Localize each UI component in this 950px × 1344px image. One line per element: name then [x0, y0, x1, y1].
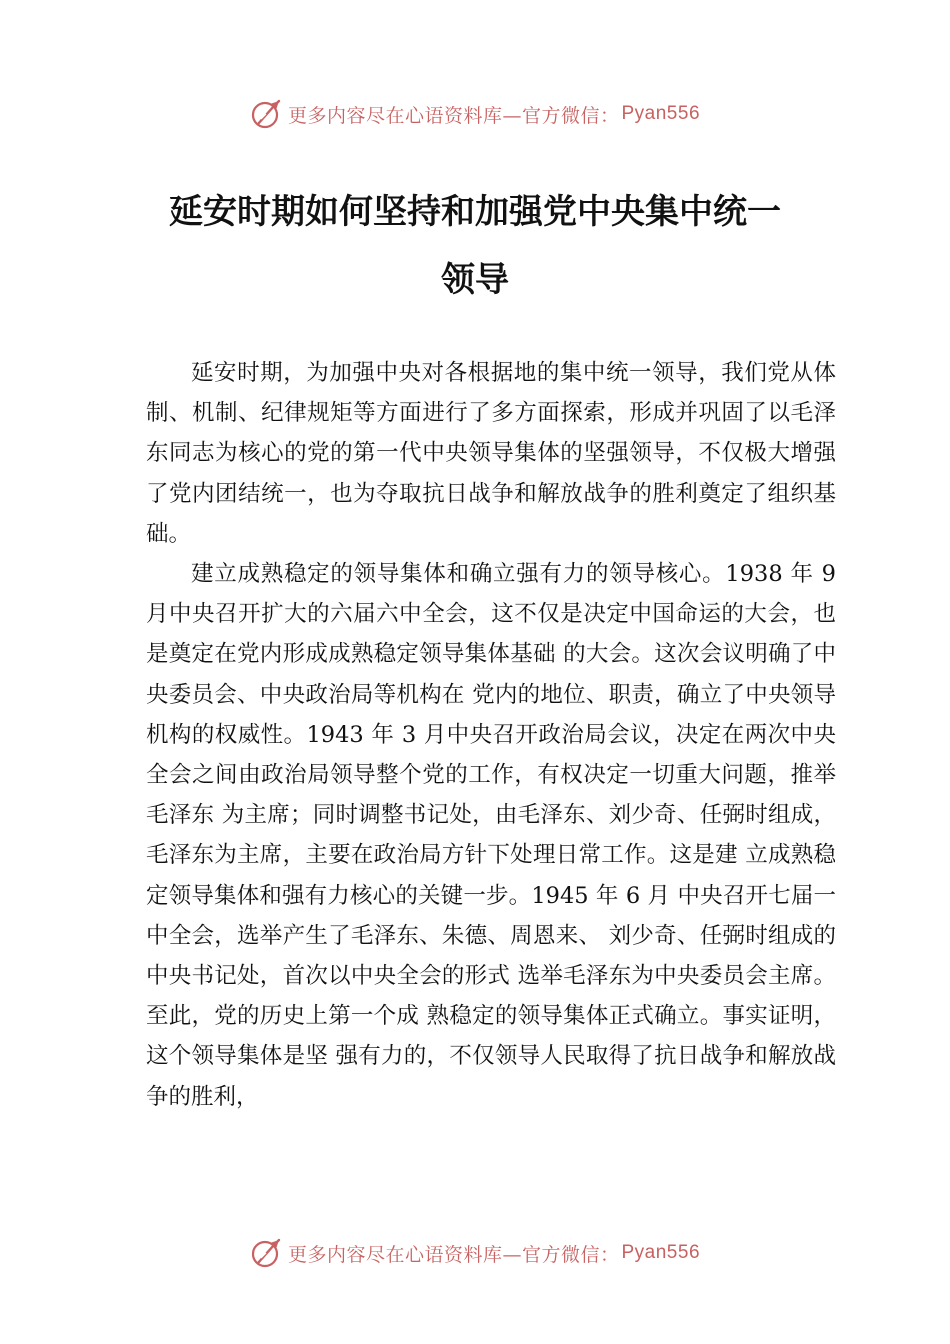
- footer-banner: [0, 1235, 950, 1271]
- pen-nib-logo-icon: [250, 97, 284, 131]
- document-body: [146, 353, 836, 1117]
- document-title-line-1: 延安时期如何坚持和加强党中央集中统一: [169, 192, 781, 232]
- wechat-id: Pyan556: [621, 1242, 701, 1263]
- banner-text: 更多内容尽在心语资料库—官方微信：: [287, 104, 620, 127]
- pen-nib-logo-icon: [250, 1236, 284, 1270]
- paragraph-intro: 延安时期，为加强中央对各根据地的集中统一领导，我们党从体制、机制、纪律规矩等方面进行了多方面探索，形成并巩固了以毛泽东同志为核心的党的第一代中央领导集体的坚强领导，不仅极大增强了党内团结统一，也为夺取抗日战争和解放战争的胜利奠定了组织基础。: [146, 360, 836, 547]
- document-title-line-2: 领导: [441, 260, 509, 300]
- header-banner: [0, 96, 950, 132]
- wechat-id: Pyan556: [621, 103, 701, 124]
- banner-text: 更多内容尽在心语资料库—官方微信：: [287, 1243, 620, 1266]
- paragraph-leadership-collective: 建立成熟稳定的领导集体和确立强有力的领导核心。1938 年 9 月中央召开扩大的六届六中全会，这不仅是决定中国命运的大会，也是奠定在党内形成成熟稳定领导集体基础 的大会。这次会议明确了中央委员会、中央政治局等机构在 党内的地位、职责，确立了中央领导机构的权威性。1943 年 3 月中央召开政治局会议，决定在两次中央全会之间由政治局领导整个党的工作，有权决定一切重大问题，推举毛泽东 为主席；同时调整书记处，由毛泽东、刘少奇、任弼时组成， 毛泽东为主席，主要在政治局方针下处理日常工作。这是建 立成熟稳定领导集体和强有力核心的关键一步。1945 年 6 月 中央召开七届一中全会，选举产生了毛泽东、朱德、周恩来、 刘少奇、任弼时组成的中央书记处，首次以中央全会的形式 选举毛泽东为中央委员会主席。至此，党的历史上第一个成 熟稳定的领导集体正式确立。事实证明，这个领导集体是坚 强有力的，不仅领导人民取得了抗日战争和解放战争的胜利，: [146, 561, 836, 1110]
